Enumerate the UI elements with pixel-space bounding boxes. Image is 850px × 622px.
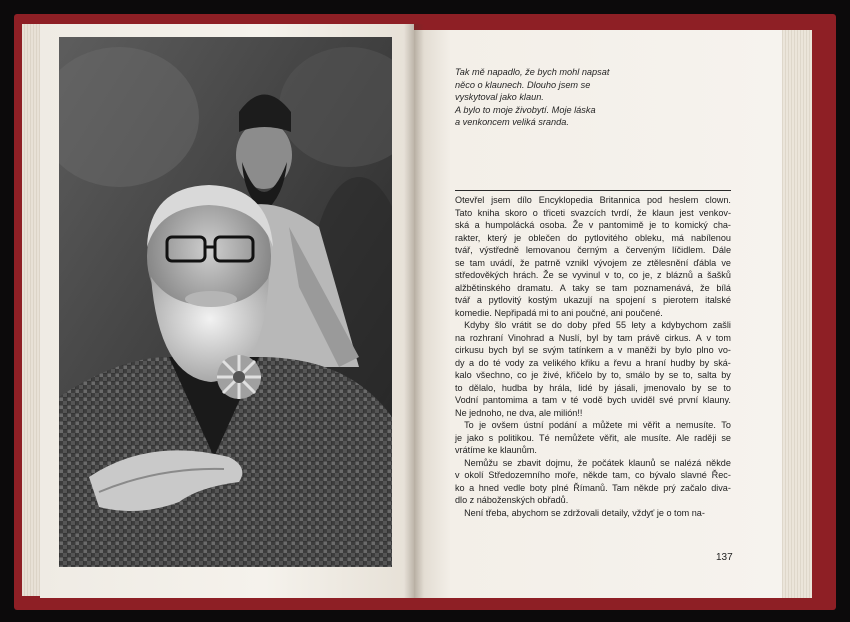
body-text: [455, 194, 731, 519]
text-line: tvář, výstředně lemovanou černým a červeným líčidlem. Dále: [455, 245, 731, 255]
text-line: ská a humpolácká osoba. Že v pantomimě je to komický cha-: [455, 220, 731, 230]
text-line: dlo z náboženských obřadů.: [455, 495, 569, 505]
section-divider: [455, 190, 731, 191]
intro-poem: [455, 66, 725, 129]
text-line: Není třeba, abychom se zdržovali detaily, vždyť je o tom na-: [455, 507, 705, 518]
text-line: To je ovšem ústní podání a můžete mi věřit a nemusíte. To: [455, 420, 731, 430]
intro-line: něco o klaunech. Dlouho jsem se: [455, 79, 591, 90]
text-line: středověkých hrách. Že se vyvinul v to, co je, z bláznů a šašků: [455, 270, 731, 280]
text-line: cirkusu bych byl se svým tatínkem a v maněži by bylo plno vo-: [455, 345, 731, 355]
text-line: to dělalo, hudba by hrála, lidé by jásali, jmenovalo by se to: [455, 382, 731, 393]
text-line: rakter, který je oblečen do pytlovitého obleku, má nabílenou: [455, 232, 731, 243]
body-paragraph: [455, 319, 731, 419]
text-line: alžbětinského dramatu. A taky se tam poznamenává, že bílá: [455, 282, 731, 293]
book-gutter: [404, 24, 424, 598]
text-line: komedie. Nepřipadá mi to ani poučné, ani poučené.: [455, 307, 663, 318]
text-line: Kdyby šlo vrátit se do doby před 55 lety a kdybychom zašli: [455, 320, 731, 330]
text-line: Ne jednoho, ne dva, ale milión!!: [455, 407, 583, 418]
text-line: dy a do té vody za velikého křiku a řevu a hraní hudby by ská-: [455, 357, 731, 368]
text-line: ko a hned vedle boty plné Římanů. Tam někde prý začalo diva-: [455, 482, 731, 493]
text-line: je jako s politikou. Té nemůžete věřit, ale musíte. Ale raději se: [455, 432, 731, 443]
body-paragraph: [455, 457, 731, 507]
intro-line: a venkoncem veliká sranda.: [455, 117, 569, 128]
text-line: Otevřel jsem dílo Encyklopedia Britannica pod heslem clown.: [455, 195, 731, 205]
intro-line: A bylo to moje živobytí. Moje láska: [455, 104, 596, 115]
text-line: Tato kniha skoro o třiceti svazcích tvrdí, že klaun jest venkov-: [455, 207, 731, 218]
body-paragraph: [455, 194, 731, 319]
text-line: tvář a pytlovitý kostým ukazují na spojení s pierotem italské: [455, 295, 731, 305]
intro-line: vyskytoval jako klaun.: [455, 92, 544, 103]
intro-line: Tak mě napadlo, že bych mohl napsat: [455, 67, 610, 77]
body-paragraph: [455, 419, 731, 457]
text-line: Nemůžu se zbavit dojmu, že počátek klaunů se nalézá někde: [455, 457, 731, 468]
text-line: kalo všechno, co je živé, křičelo by to, smálo by se to, salta by: [455, 370, 731, 380]
page-number: 137: [716, 552, 733, 563]
text-line: Vodní pantomima a tam v té vodě bych uviděl své první klauny.: [455, 395, 731, 405]
text-line: vrátíme ke klaunům.: [455, 445, 537, 455]
body-paragraph: [455, 507, 731, 520]
text-line: se tam uvádí, že patrně vznikl vývojem ze ztělesnění ďábla ve: [455, 257, 731, 268]
text-line: v okolí Středozemního moře, někde tam, co bývalo slavné Řec-: [455, 470, 731, 480]
portrait-photo: [59, 37, 392, 567]
text-line: na rozhraní Vinohrad a Nuslí, byl by tam právě cirkus. A v tom: [455, 332, 731, 343]
